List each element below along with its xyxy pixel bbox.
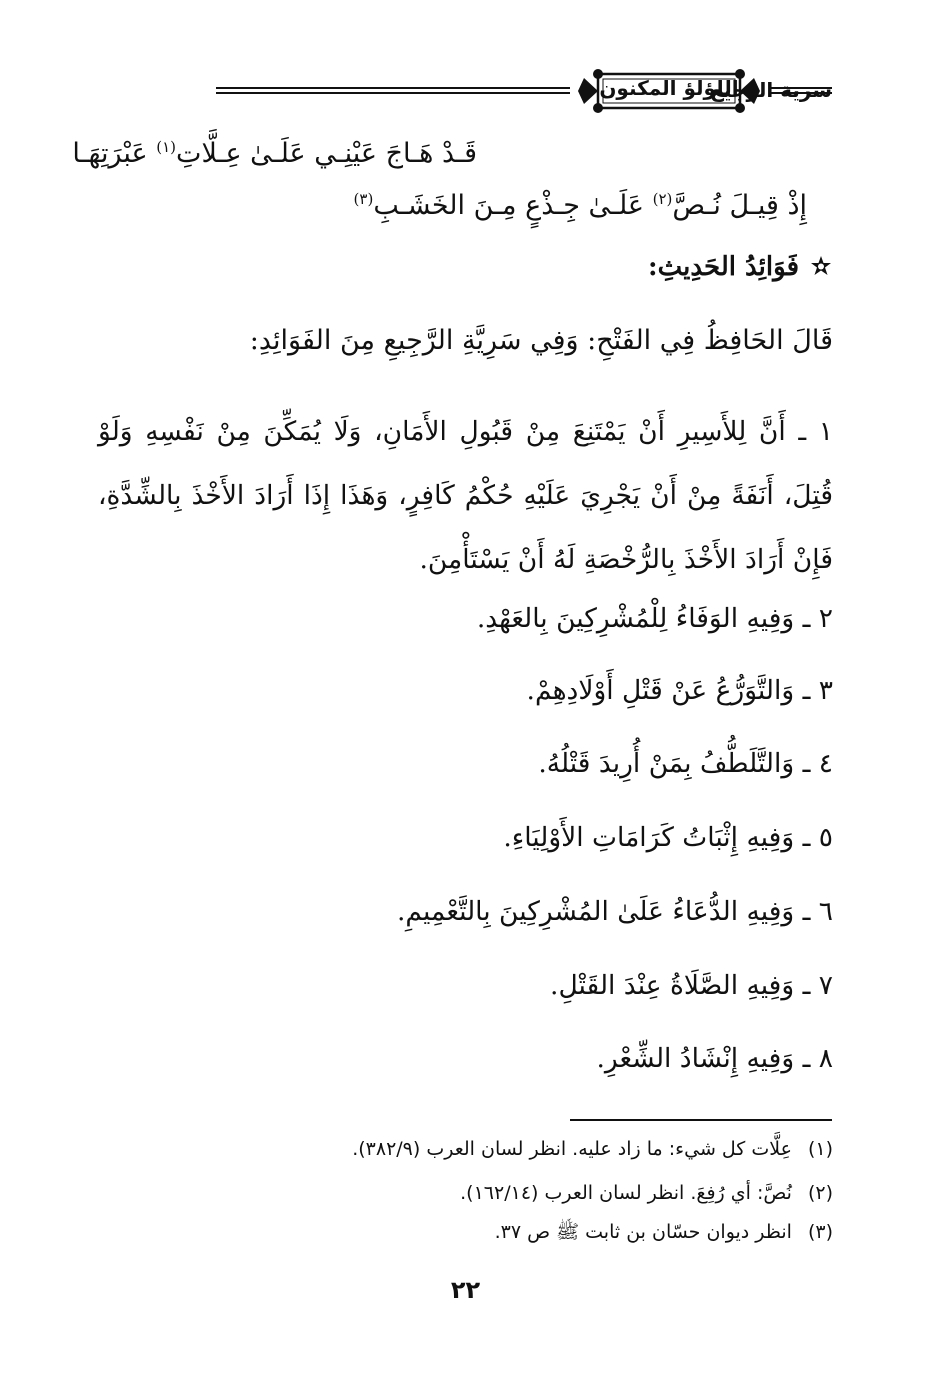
flower-ornament-icon [809, 255, 833, 279]
footnote-1-number: (١) [807, 1138, 833, 1160]
footnote-divider [570, 1119, 832, 1121]
footnote-marker-2: (٢) [652, 190, 673, 208]
page-number: ٢٢ [450, 1276, 481, 1304]
footnote-marker-1: (١) [156, 138, 177, 156]
intro-line: قَالَ الحَافِظُ فِي الفَتْحِ: وَفِي سَرِيَّةِ الرَّجِيعِ مِنَ الفَوَائِدِ: [249, 325, 833, 356]
footnote-2-text: نُصَّ: أي رُفِعَ. انظر لسان العرب (١٦٢/١٤). [460, 1182, 792, 1204]
footnote-marker-3: (٣) [353, 190, 374, 208]
poem-line-2-start: إِذْ قِيـلَ نُـصَّ [672, 190, 807, 221]
footnote-2 [460, 1182, 833, 1204]
poem-line-1-start: قَـدْ هَـاجَ عَيْنِـي عَلَـىٰ عِـلَّاتِ [176, 138, 477, 169]
section-subheading [648, 252, 833, 282]
page-header [92, 62, 832, 120]
header-book-title: اللؤلؤ المكنون [599, 76, 739, 100]
footnote-3-text: انظر ديوان حسّان بن ثابت ﷺ ص ٣٧. [494, 1221, 792, 1243]
poem-line-1 [72, 140, 477, 167]
footnote-3-number: (٣) [807, 1221, 833, 1243]
footnote-1-text: عِلَّات كل شيء: ما زاد عليه. انظر لسان العرب (٣٨٢/٩). [352, 1138, 792, 1160]
poem-line-2 [354, 192, 807, 219]
footnote-3 [495, 1220, 833, 1248]
poem-line-2-end: عَلَـىٰ جِـذْعٍ مِـنَ الخَشَـبِ [373, 190, 653, 221]
benefit-item-2: ٢ ـ وَفِيهِ الوَفَاءُ لِلْمُشْرِكِينَ بِالعَهْدِ. [476, 603, 833, 634]
footnote-1 [352, 1138, 833, 1160]
header-section-title: سرية الرجيع [710, 78, 832, 102]
benefit-item-4: ٤ ـ وَالتَّلَطُّفُ بِمَنْ أُرِيدَ قَتْلُهُ. [538, 748, 833, 779]
benefit-item-8: ٨ ـ وَفِيهِ إِنْشَادُ الشِّعْرِ. [596, 1043, 833, 1074]
poem-line-1-end: عَبْرَتِهَـا [72, 138, 157, 169]
benefit-item-6: ٦ ـ وَفِيهِ الدُّعَاءُ عَلَىٰ المُشْرِكِينَ بِالتَّعْمِيمِ. [396, 896, 833, 927]
benefit-item-3: ٣ ـ وَالتَّوَرُّعُ عَنْ قَتْلِ أَوْلَادِهِمْ. [526, 675, 833, 706]
benefit-item-7: ٧ ـ وَفِيهِ الصَّلَاةُ عِنْدَ القَتْلِ. [550, 970, 833, 1001]
footnote-2-number: (٢) [807, 1182, 833, 1204]
benefit-item-1: ١ ـ أَنَّ لِلأَسِيرِ أَنْ يَمْتَنِعَ مِنْ قَبُولِ الأَمَانِ، وَلَا يُمَكِّنَ مِنْ نَفْسِهِ وَلَوْ قُتِلَ، أَنَفَةً مِنْ أَنْ يَجْرِيَ عَلَيْهِ حُكْمُ كَافِرٍ، وَهَذَا إِذَا أَرَادَ الأَخْذَ بِالشِّدَّةِ، فَإِنْ أَرَادَ الأَخْذَ بِالرُّخْصَةِ لَهُ أَنْ يَسْتَأْمِنَ. [98, 416, 833, 575]
benefit-item-5: ٥ ـ وَفِيهِ إِثْبَاتُ كَرَامَاتِ الأَوْلِيَاءِ. [503, 822, 833, 853]
subheading-text: فَوَائِدُ الحَدِيثِ: [648, 252, 799, 282]
